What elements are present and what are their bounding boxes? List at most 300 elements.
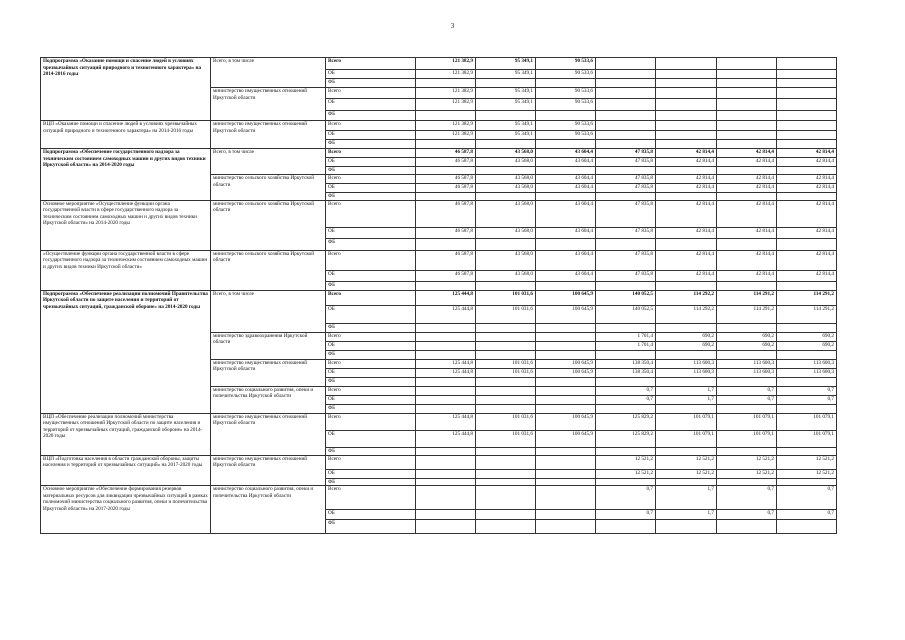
amount-cell: 43 604,4 [536, 200, 596, 227]
funding-source: Всего [326, 250, 416, 270]
amount-cell: 12 521,2 [596, 469, 656, 478]
amount-cell: 46 587,8 [416, 149, 476, 158]
amount-cell [777, 323, 837, 332]
responsible-agency: Всего, в том числе [211, 58, 326, 88]
amount-cell: 1,7 [656, 486, 717, 510]
program-name: ВЦП «Обеспечение реализации полномочий министерства имущественных отношений Иркутской области по защите населения и территорий от чрезвычайных ситуаций, гражданской обороне» на 2014-2020 годы [41, 413, 211, 455]
amount-cell: 100 645,9 [536, 413, 596, 430]
responsible-agency: Всего, в том числе [211, 290, 326, 332]
amount-cell [656, 79, 717, 88]
amount-cell: 114 292,2 [656, 290, 717, 305]
amount-cell: 95 349,1 [476, 58, 536, 70]
amount-cell [596, 70, 656, 79]
amount-cell [596, 131, 656, 140]
amount-cell: 113 600,3 [777, 359, 837, 368]
amount-cell [656, 111, 717, 121]
responsible-agency: министерство имущественных отношений Иркутской области [211, 455, 326, 486]
amount-cell: 121 382,9 [416, 88, 476, 99]
amount-cell [476, 193, 536, 201]
amount-cell: 121 382,9 [416, 99, 476, 111]
amount-cell: 114 291,2 [777, 305, 837, 323]
amount-cell [476, 386, 536, 395]
funding-source: ОБ [326, 469, 416, 478]
amount-cell: 95 349,1 [476, 121, 536, 131]
amount-cell [717, 99, 777, 111]
funding-source: ФБ [326, 167, 416, 175]
amount-cell [656, 404, 717, 413]
table-row [41, 58, 837, 70]
amount-cell [416, 332, 476, 341]
amount-cell [777, 79, 837, 88]
amount-cell [777, 377, 837, 386]
amount-cell: 0,7 [596, 395, 656, 404]
amount-cell: 43 568,0 [476, 184, 536, 193]
amount-cell: 0,7 [717, 386, 777, 395]
amount-cell: 0,7 [777, 510, 837, 520]
amount-cell [656, 88, 717, 99]
amount-cell [777, 70, 837, 79]
amount-cell [416, 520, 476, 534]
amount-cell: 0,7 [717, 486, 777, 510]
amount-cell [596, 167, 656, 175]
amount-cell: 12 521,2 [777, 455, 837, 469]
funding-source: ОБ [326, 341, 416, 350]
amount-cell [536, 350, 596, 359]
amount-cell: 125 829,2 [596, 413, 656, 430]
amount-cell [777, 88, 837, 99]
amount-cell [717, 323, 777, 332]
amount-cell [717, 79, 777, 88]
responsible-agency: министерство социального развития, опеки и попечительства Иркутской области [211, 486, 326, 534]
amount-cell: 101 079,1 [717, 430, 777, 447]
amount-cell [717, 238, 777, 250]
amount-cell: 43 568,0 [476, 250, 536, 270]
table-row [41, 455, 837, 469]
funding-source: ОБ [326, 270, 416, 281]
amount-cell [717, 447, 777, 455]
table-row [41, 149, 837, 158]
amount-cell [777, 58, 837, 70]
funding-source: ОБ [326, 158, 416, 167]
amount-cell [596, 281, 656, 290]
amount-cell [476, 404, 536, 413]
amount-cell [717, 131, 777, 140]
amount-cell: 42 814,4 [777, 158, 837, 167]
amount-cell [596, 79, 656, 88]
amount-cell [536, 332, 596, 341]
amount-cell [476, 395, 536, 404]
amount-cell: 47 835,8 [596, 200, 656, 227]
amount-cell: 114 291,2 [717, 305, 777, 323]
program-name: Подпрограмма «Обеспечение реализации полномочий Правительства Иркутской области по защите населения и территорий от чрезвычайных ситуаций, гражданской обороне» на 2014-2020 годы [41, 290, 211, 413]
amount-cell: 690,2 [717, 341, 777, 350]
amount-cell [536, 510, 596, 520]
amount-cell [536, 404, 596, 413]
funding-source: ФБ [326, 111, 416, 121]
amount-cell: 690,2 [777, 341, 837, 350]
funding-source: ФБ [326, 404, 416, 413]
responsible-agency: Всего, в том числе [211, 149, 326, 175]
funding-source: Всего [326, 88, 416, 99]
funding-source: ФБ [326, 79, 416, 88]
amount-cell [777, 478, 837, 486]
amount-cell [596, 99, 656, 111]
amount-cell: 113 600,3 [656, 359, 717, 368]
funding-source: ФБ [326, 350, 416, 359]
amount-cell [536, 386, 596, 395]
amount-cell: 125 444,8 [416, 305, 476, 323]
amount-cell: 43 604,4 [536, 175, 596, 184]
amount-cell [717, 167, 777, 175]
amount-cell: 42 814,4 [777, 250, 837, 270]
funding-source: ОБ [326, 305, 416, 323]
amount-cell [656, 350, 717, 359]
amount-cell: 47 835,8 [596, 184, 656, 193]
amount-cell: 0,7 [777, 486, 837, 510]
funding-source: ФБ [326, 238, 416, 250]
amount-cell: 95 349,1 [476, 70, 536, 79]
amount-cell [476, 350, 536, 359]
amount-cell: 47 835,8 [596, 149, 656, 158]
amount-cell: 100 645,9 [536, 430, 596, 447]
amount-cell [536, 140, 596, 149]
amount-cell: 95 349,1 [476, 88, 536, 99]
amount-cell [717, 350, 777, 359]
responsible-agency: министерство сельского хозяйства Иркутской области [211, 250, 326, 290]
amount-cell [536, 455, 596, 469]
amount-cell [416, 469, 476, 478]
amount-cell [717, 140, 777, 149]
amount-cell [416, 140, 476, 149]
amount-cell [596, 111, 656, 121]
amount-cell: 100 645,9 [536, 290, 596, 305]
amount-cell: 42 814,4 [717, 227, 777, 238]
amount-cell: 42 814,4 [656, 184, 717, 193]
amount-cell: 125 829,2 [596, 430, 656, 447]
amount-cell [476, 79, 536, 88]
amount-cell [717, 281, 777, 290]
amount-cell [717, 70, 777, 79]
amount-cell: 46 587,8 [416, 227, 476, 238]
amount-cell: 0,7 [777, 395, 837, 404]
amount-cell: 47 835,8 [596, 175, 656, 184]
amount-cell: 138 350,4 [596, 359, 656, 368]
amount-cell [416, 323, 476, 332]
funding-source: ОБ [326, 99, 416, 111]
amount-cell: 42 814,4 [717, 149, 777, 158]
amount-cell: 43 604,4 [536, 149, 596, 158]
table-row [41, 290, 837, 305]
funding-source: ФБ [326, 447, 416, 455]
amount-cell: 125 444,8 [416, 359, 476, 368]
amount-cell [596, 447, 656, 455]
amount-cell [656, 167, 717, 175]
amount-cell: 0,7 [717, 510, 777, 520]
amount-cell: 138 350,4 [596, 368, 656, 377]
amount-cell: 43 568,0 [476, 227, 536, 238]
amount-cell: 47 835,8 [596, 227, 656, 238]
responsible-agency: министерство социального развития, опеки и попечительства Иркутской области [211, 386, 326, 413]
amount-cell [656, 238, 717, 250]
amount-cell: 113 600,3 [717, 359, 777, 368]
amount-cell: 42 814,4 [656, 175, 717, 184]
funding-source: ФБ [326, 520, 416, 534]
amount-cell: 101 079,1 [777, 430, 837, 447]
amount-cell [416, 404, 476, 413]
amount-cell: 100 645,9 [536, 305, 596, 323]
amount-cell: 42 814,4 [777, 149, 837, 158]
amount-cell [536, 377, 596, 386]
funding-source: ФБ [326, 140, 416, 149]
amount-cell [476, 486, 536, 510]
amount-cell [416, 167, 476, 175]
amount-cell [656, 140, 717, 149]
amount-cell: 0,7 [777, 386, 837, 395]
amount-cell: 42 814,4 [656, 149, 717, 158]
amount-cell: 140 052,5 [596, 290, 656, 305]
amount-cell [536, 193, 596, 201]
amount-cell [777, 447, 837, 455]
program-name: Основное мероприятие «Обеспечение формирования резервов материальных ресурсов для ликвидации чрезвычайных ситуаций в рамках полномочий министерства социального развития, опеки и попечительства Иркутской области» на 2017-2020 годы [41, 486, 211, 534]
amount-cell: 42 814,4 [656, 250, 717, 270]
funding-source: Всего [326, 486, 416, 510]
amount-cell: 46 587,8 [416, 184, 476, 193]
amount-cell: 12 521,2 [596, 455, 656, 469]
funding-source: ОБ [326, 227, 416, 238]
program-name: «Осуществление функции органа государственной власти в сфере государственного надзора за техническим состоянием самоходных машин и других видов техники Иркутской области» [41, 250, 211, 290]
amount-cell: 114 291,2 [777, 290, 837, 305]
amount-cell: 0,7 [596, 386, 656, 395]
amount-cell [596, 377, 656, 386]
amount-cell: 47 835,8 [596, 158, 656, 167]
amount-cell [536, 111, 596, 121]
responsible-agency: министерство имущественных отношений Иркутской области [211, 121, 326, 149]
amount-cell [717, 121, 777, 131]
amount-cell [717, 193, 777, 201]
amount-cell: 125 444,8 [416, 413, 476, 430]
funding-source: Всего [326, 175, 416, 184]
amount-cell [536, 395, 596, 404]
amount-cell [777, 281, 837, 290]
amount-cell: 125 444,8 [416, 290, 476, 305]
amount-cell: 90 533,6 [536, 131, 596, 140]
funding-source: ФБ [326, 377, 416, 386]
table-row [41, 486, 837, 510]
responsible-agency: министерство здравоохранения Иркутской области [211, 332, 326, 359]
responsible-agency: министерство имущественных отношений Иркутской области [211, 359, 326, 386]
amount-cell [416, 377, 476, 386]
amount-cell [656, 121, 717, 131]
amount-cell [656, 478, 717, 486]
amount-cell [777, 238, 837, 250]
amount-cell: 46 587,8 [416, 175, 476, 184]
amount-cell: 43 604,4 [536, 270, 596, 281]
amount-cell [536, 447, 596, 455]
amount-cell [656, 58, 717, 70]
amount-cell: 1,7 [656, 395, 717, 404]
amount-cell: 42 814,4 [656, 158, 717, 167]
amount-cell [536, 238, 596, 250]
amount-cell: 95 349,1 [476, 131, 536, 140]
amount-cell: 121 382,9 [416, 131, 476, 140]
funding-source: ОБ [326, 510, 416, 520]
amount-cell [717, 88, 777, 99]
amount-cell: 90 533,6 [536, 88, 596, 99]
amount-cell [596, 193, 656, 201]
amount-cell: 42 814,4 [656, 227, 717, 238]
funding-source: ОБ [326, 131, 416, 140]
amount-cell [596, 88, 656, 99]
amount-cell: 1 701,4 [596, 341, 656, 350]
amount-cell: 42 814,4 [777, 200, 837, 227]
amount-cell [476, 167, 536, 175]
amount-cell [596, 520, 656, 534]
amount-cell [416, 79, 476, 88]
amount-cell: 101 031,6 [476, 359, 536, 368]
amount-cell: 43 604,4 [536, 184, 596, 193]
table-row [41, 200, 837, 227]
amount-cell [416, 238, 476, 250]
amount-cell [416, 486, 476, 510]
amount-cell: 1 701,4 [596, 332, 656, 341]
amount-cell [777, 167, 837, 175]
amount-cell: 140 052,5 [596, 305, 656, 323]
responsible-agency: министерство имущественных отношений Иркутской области [211, 413, 326, 455]
amount-cell [596, 323, 656, 332]
amount-cell: 100 645,9 [536, 359, 596, 368]
page-number: 3 [450, 22, 455, 30]
amount-cell [717, 520, 777, 534]
amount-cell [476, 140, 536, 149]
amount-cell [596, 404, 656, 413]
amount-cell: 42 814,4 [717, 158, 777, 167]
amount-cell: 101 031,6 [476, 290, 536, 305]
amount-cell: 121 382,9 [416, 121, 476, 131]
amount-cell: 12 521,2 [777, 469, 837, 478]
budget-table [40, 57, 837, 534]
amount-cell [656, 520, 717, 534]
amount-cell [656, 70, 717, 79]
amount-cell [596, 478, 656, 486]
amount-cell [536, 478, 596, 486]
funding-source: Всего [326, 200, 416, 227]
amount-cell: 46 587,8 [416, 250, 476, 270]
amount-cell [416, 341, 476, 350]
amount-cell [536, 520, 596, 534]
amount-cell: 46 587,8 [416, 200, 476, 227]
amount-cell [596, 140, 656, 149]
amount-cell: 90 533,6 [536, 121, 596, 131]
amount-cell [476, 478, 536, 486]
amount-cell [777, 121, 837, 131]
amount-cell: 114 292,2 [656, 305, 717, 323]
amount-cell [536, 281, 596, 290]
amount-cell: 43 568,0 [476, 158, 536, 167]
amount-cell [717, 58, 777, 70]
amount-cell: 0,7 [596, 486, 656, 510]
funding-source: Всего [326, 359, 416, 368]
amount-cell [416, 447, 476, 455]
funding-source: Всего [326, 121, 416, 131]
amount-cell: 90 533,6 [536, 99, 596, 111]
funding-source: Всего [326, 455, 416, 469]
amount-cell: 0,7 [717, 395, 777, 404]
amount-cell [416, 395, 476, 404]
amount-cell: 12 521,2 [717, 469, 777, 478]
amount-cell: 43 568,0 [476, 149, 536, 158]
table-row [41, 250, 837, 270]
amount-cell: 125 444,8 [416, 368, 476, 377]
amount-cell: 1,7 [656, 386, 717, 395]
amount-cell: 12 521,2 [656, 455, 717, 469]
amount-cell: 690,2 [777, 332, 837, 341]
amount-cell: 47 835,8 [596, 270, 656, 281]
amount-cell [416, 111, 476, 121]
table-row [41, 413, 837, 430]
amount-cell: 42 814,4 [717, 200, 777, 227]
amount-cell [656, 377, 717, 386]
amount-cell: 42 814,4 [777, 270, 837, 281]
amount-cell [416, 281, 476, 290]
amount-cell [656, 281, 717, 290]
funding-source: ОБ [326, 368, 416, 377]
amount-cell: 42 814,4 [777, 175, 837, 184]
amount-cell [416, 193, 476, 201]
amount-cell: 0,7 [596, 510, 656, 520]
amount-cell: 46 587,8 [416, 270, 476, 281]
amount-cell: 42 814,4 [777, 184, 837, 193]
funding-source: ФБ [326, 478, 416, 486]
amount-cell: 121 382,9 [416, 58, 476, 70]
amount-cell: 42 814,4 [717, 250, 777, 270]
amount-cell [416, 510, 476, 520]
program-name: Подпрограмма «Обеспечение государственного надзора за техническим состоянием самоходных машин и других видов техники Иркутской области» на 2014-2020 годы [41, 149, 211, 201]
amount-cell [717, 478, 777, 486]
amount-cell [536, 469, 596, 478]
funding-source: Всего [326, 149, 416, 158]
amount-cell: 46 587,8 [416, 158, 476, 167]
amount-cell: 113 600,3 [717, 368, 777, 377]
amount-cell: 90 533,6 [536, 58, 596, 70]
amount-cell [536, 341, 596, 350]
funding-source: Всего [326, 290, 416, 305]
amount-cell: 1,7 [656, 510, 717, 520]
amount-cell: 43 568,0 [476, 270, 536, 281]
amount-cell: 125 444,8 [416, 430, 476, 447]
amount-cell [476, 469, 536, 478]
amount-cell [416, 350, 476, 359]
amount-cell: 690,2 [656, 332, 717, 341]
amount-cell [777, 140, 837, 149]
amount-cell [536, 323, 596, 332]
amount-cell: 12 521,2 [656, 469, 717, 478]
amount-cell [777, 99, 837, 111]
amount-cell: 42 814,4 [656, 270, 717, 281]
amount-cell [717, 404, 777, 413]
funding-source: ОБ [326, 70, 416, 79]
funding-source: Всего [326, 58, 416, 70]
amount-cell: 114 291,2 [717, 290, 777, 305]
amount-cell [777, 111, 837, 121]
amount-cell: 690,2 [717, 332, 777, 341]
amount-cell [656, 323, 717, 332]
amount-cell [717, 111, 777, 121]
amount-cell: 101 031,6 [476, 305, 536, 323]
funding-source: Всего [326, 332, 416, 341]
amount-cell: 95 349,1 [476, 99, 536, 111]
amount-cell [777, 404, 837, 413]
amount-cell [536, 486, 596, 510]
